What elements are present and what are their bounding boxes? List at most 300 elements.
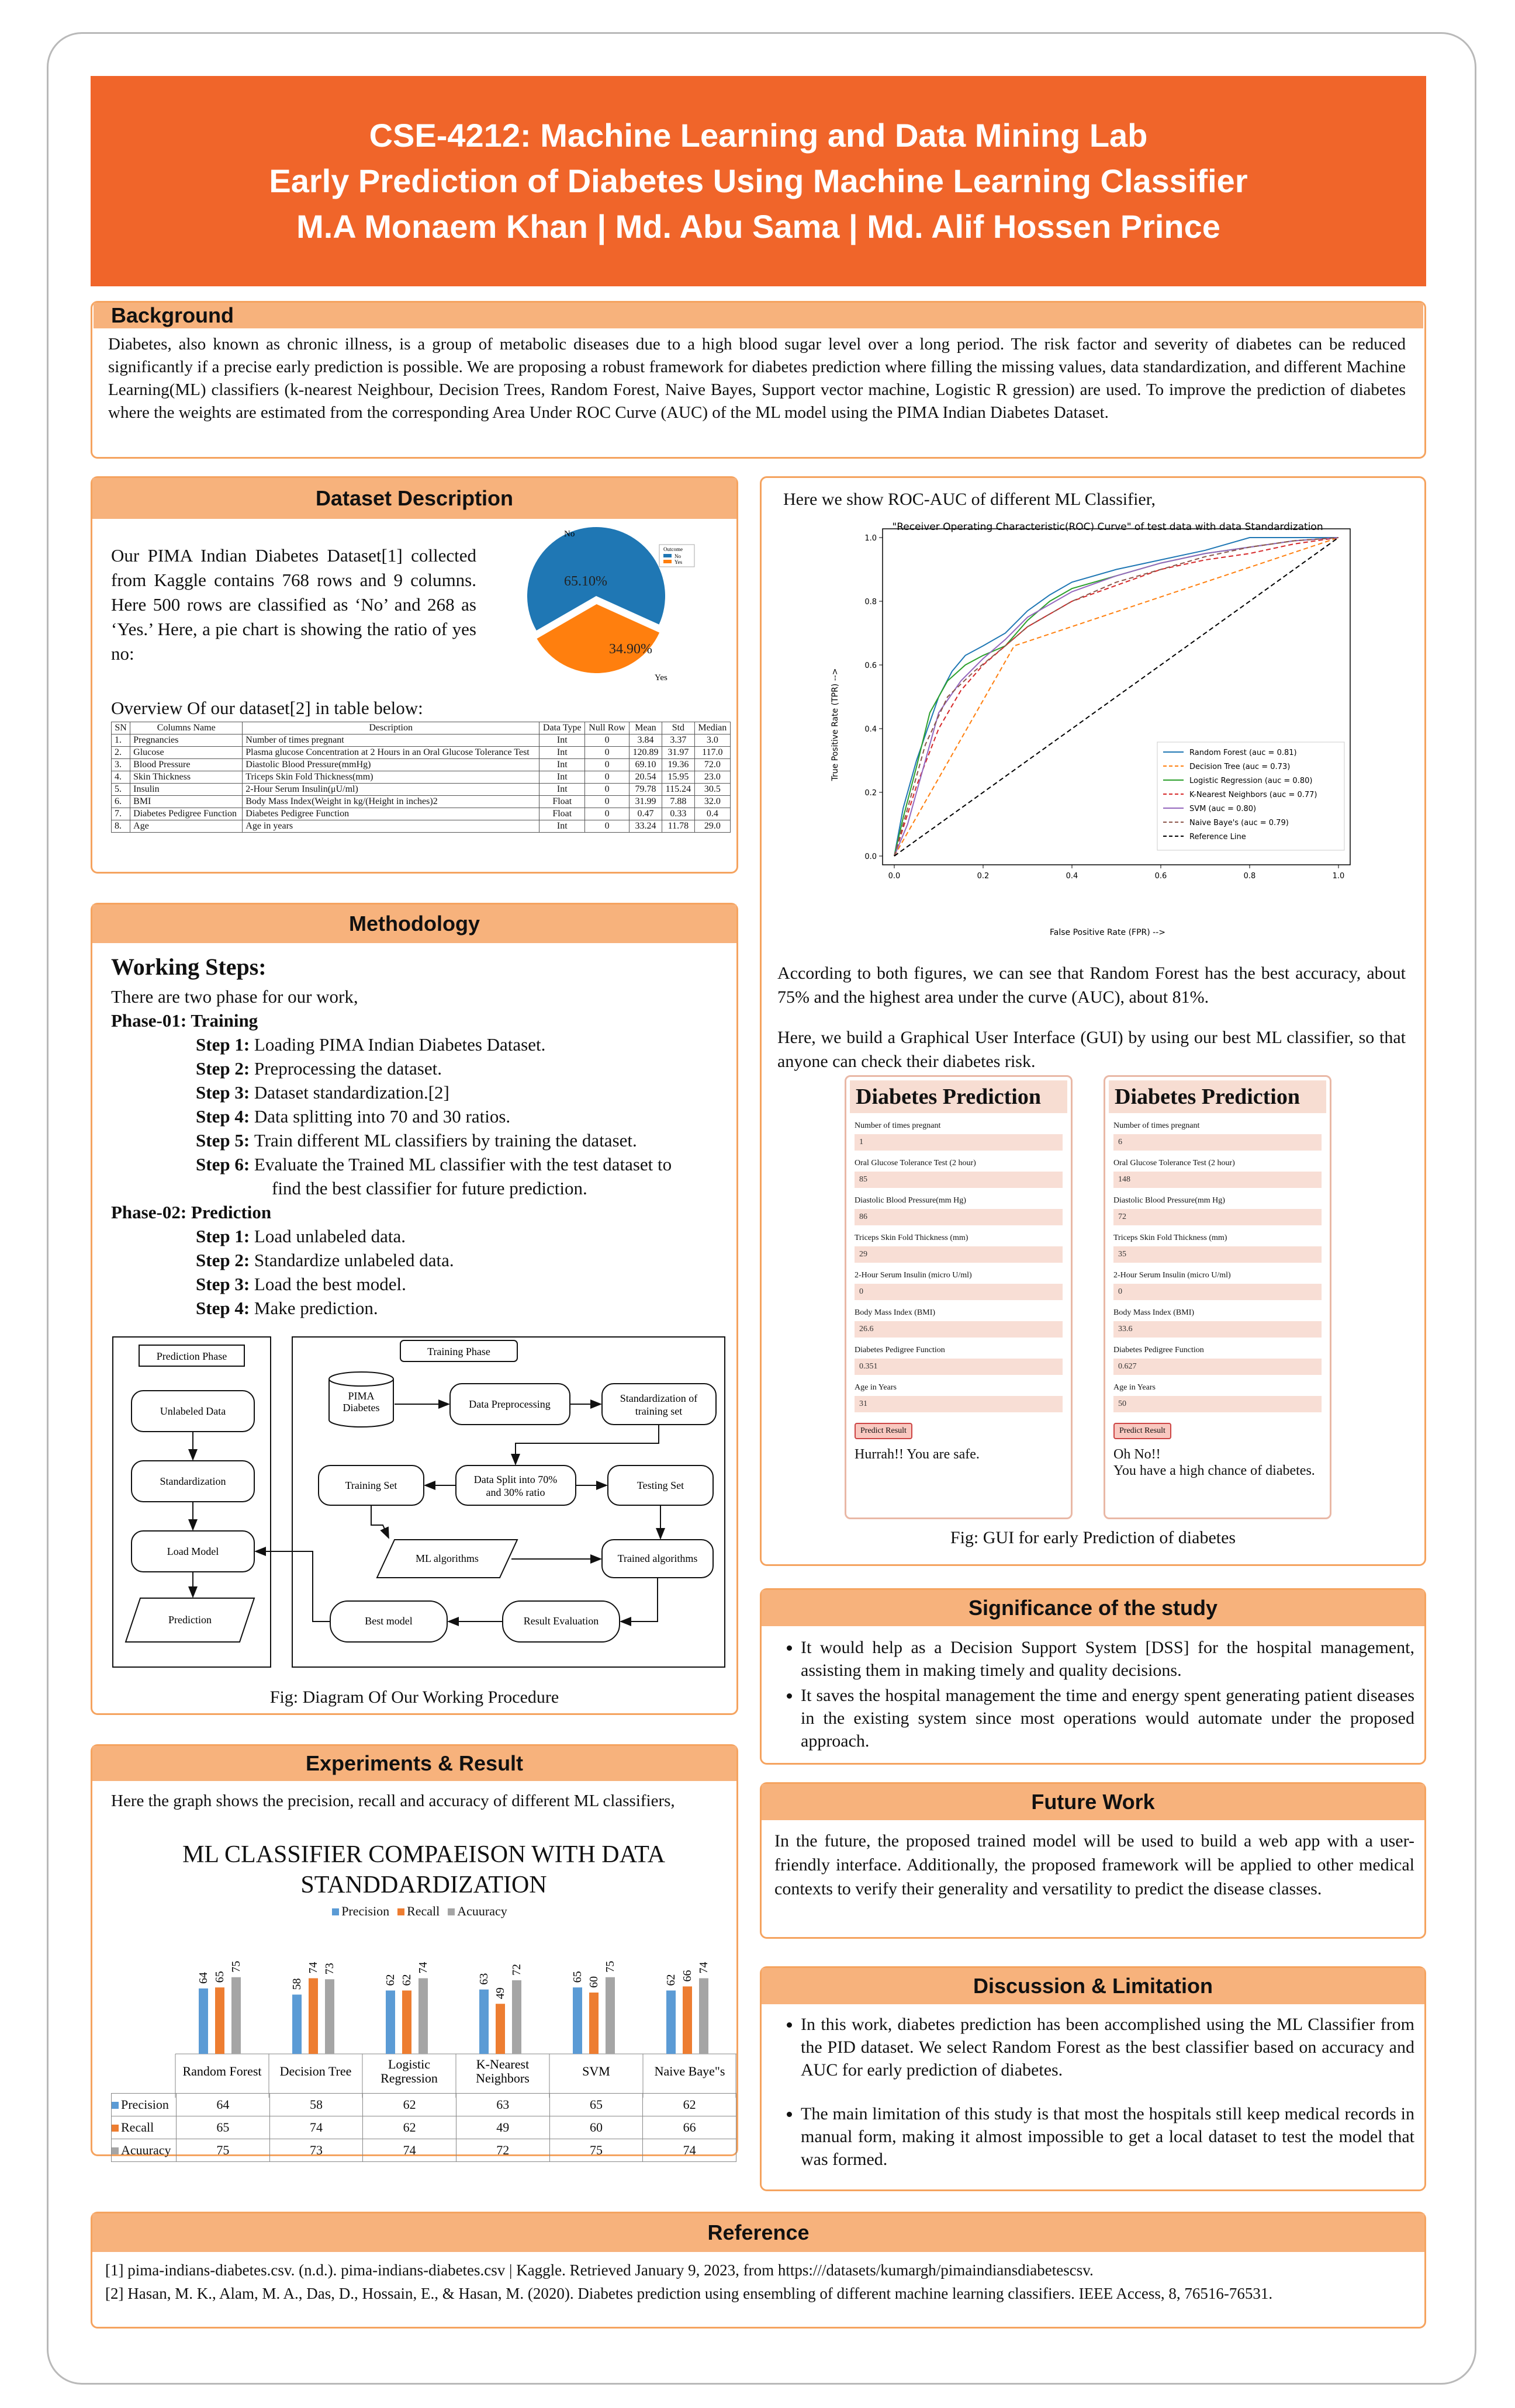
roc-y-tick-label: 0.6 xyxy=(864,661,877,670)
bar-table-row xyxy=(112,2139,736,2162)
bar-category-label: K-Nearest xyxy=(476,2057,530,2071)
bar-value-label: 64 xyxy=(197,1972,210,1984)
gui-risk-field-label: Diastolic Blood Pressure(mm Hg) xyxy=(1113,1196,1225,1205)
bar-category-label: Naive Baye"s xyxy=(654,2064,725,2078)
gui-intro: Here, we build a Graphical User Interface (GUI) by using our best ML classifier, so that anyone can check their diabetes risk. xyxy=(777,1028,1406,1071)
dataset-table-row xyxy=(112,820,731,833)
dataset-table-cell: 0.47 xyxy=(629,808,662,820)
gui-safe-field-label: Diabetes Pedigree Function xyxy=(855,1346,945,1354)
dataset-table-cell: 3. xyxy=(112,759,130,771)
bar-table-series: Precision xyxy=(112,2094,177,2116)
dataset-table-cell: 23.0 xyxy=(694,771,730,784)
phase1-title: Phase-01: Training xyxy=(111,1010,258,1031)
authors: M.A Monaem Khan | Md. Abu Sama | Md. Alif Hossen Prince xyxy=(296,208,1220,245)
dataset-table-cell: 0 xyxy=(585,747,629,759)
bar-value-label: 72 xyxy=(510,1964,523,1976)
dataset-table-cell: 0 xyxy=(585,759,629,771)
bar-value-label: 75 xyxy=(230,1960,243,1973)
dataset-table-row xyxy=(112,771,731,784)
experiments-intro: Here the graph shows the precision, recall and accuracy of different ML classifiers, xyxy=(111,1792,675,1810)
methodology-intro: There are two phase for our work, xyxy=(111,986,358,1007)
dataset-table-cell: 3.37 xyxy=(662,734,695,747)
gui-safe-field-input[interactable]: 86 xyxy=(855,1209,1063,1225)
bar-table-swatch xyxy=(112,2125,119,2132)
phase2-steps xyxy=(111,1224,725,1320)
dataset-table-cell: 0.4 xyxy=(694,808,730,820)
dataset-table-cell: Number of times pregnant xyxy=(243,734,539,747)
node-split-label1: Data Split into 70% xyxy=(473,1474,558,1485)
dataset-table-cell: 20.54 xyxy=(629,771,662,784)
gui-risk-field-label: Oral Glucose Tolerance Test (2 hour) xyxy=(1113,1159,1235,1167)
roc-x-tick-label: 0.2 xyxy=(977,872,990,881)
gui-safe-field-input[interactable]: 31 xyxy=(855,1396,1063,1412)
bar-chart-title xyxy=(111,1839,736,1900)
bar-table-swatch xyxy=(112,2102,119,2109)
node-training-set-label: Training Set xyxy=(345,1480,397,1491)
dataset-col-header: Data Type xyxy=(539,722,585,734)
bar-legend-swatch xyxy=(332,1908,339,1915)
phase1-step-2: Step 2: Preprocessing the dataset. xyxy=(196,1058,442,1079)
dataset-table-cell: 0 xyxy=(585,784,629,796)
roc-legend-entry: SVM (auc = 0.80) xyxy=(1189,805,1257,813)
node-best-model-label: Best model xyxy=(365,1615,413,1627)
dataset-table-cell: 69.10 xyxy=(629,759,662,771)
pie-pct-yes: 34.90% xyxy=(609,642,652,657)
gui-safe-result: Hurrah!! You are safe. xyxy=(855,1447,980,1462)
roc-x-tick-label: 0.6 xyxy=(1154,872,1167,881)
node-pima-label2: Diabetes xyxy=(343,1402,380,1413)
node-trained-algorithms-label: Trained algorithms xyxy=(617,1553,698,1564)
dataset-table-cell: Glucose xyxy=(130,747,243,759)
bar-chart-data-table xyxy=(111,2093,736,2162)
dataset-table-cell: 120.89 xyxy=(629,747,662,759)
dataset-table-cell: BMI xyxy=(130,796,243,808)
dataset-table-cell: Skin Thickness xyxy=(130,771,243,784)
dataset-table-cell: Diabetes Pedigree Function xyxy=(243,808,539,820)
bar-value-label: 73 xyxy=(323,1963,336,1975)
edge-training-ml xyxy=(371,1505,389,1538)
bar-mark xyxy=(479,1990,489,2054)
node-result-evaluation-label: Result Evaluation xyxy=(523,1615,599,1627)
dataset-table-cell: 0 xyxy=(585,808,629,820)
gui-safe-field-input[interactable]: 1 xyxy=(855,1134,1063,1151)
discussion-heading: Discussion & Limitation xyxy=(762,1968,1424,2004)
roc-legend-entry: Reference Line xyxy=(1189,833,1246,841)
bar-table-cell: 60 xyxy=(549,2116,643,2139)
dataset-table-cell: Age in years xyxy=(243,820,539,833)
gui-risk-field-label: Triceps Skin Fold Thickness (mm) xyxy=(1113,1234,1227,1242)
bar-value-label: 66 xyxy=(681,1970,694,1982)
gui-safe-field-label: Triceps Skin Fold Thickness (mm) xyxy=(855,1234,969,1242)
dataset-table-cell: 6. xyxy=(112,796,130,808)
dataset-table-cell: Int xyxy=(539,759,585,771)
dataset-table-cell: 31.99 xyxy=(629,796,662,808)
gui-window-risk xyxy=(1104,1075,1331,1519)
roc-y-tick-label: 0.2 xyxy=(864,789,877,798)
dataset-table-cell: 7. xyxy=(112,808,130,820)
gui-risk-field-input[interactable]: 35 xyxy=(1113,1246,1322,1263)
gui-risk-field-input[interactable]: 72 xyxy=(1113,1209,1322,1225)
phase1-step-5: Step 5: Train different ML classifiers by training the dataset. xyxy=(196,1130,637,1151)
reference-heading: Reference xyxy=(92,2213,1424,2252)
bar-mark xyxy=(606,1977,615,2054)
dataset-table-cell: Int xyxy=(539,771,585,784)
bar-table-cell: 73 xyxy=(269,2139,363,2162)
roc-y-tick-label: 0.8 xyxy=(864,598,877,607)
node-load-model-label: Load Model xyxy=(167,1546,219,1557)
dataset-table-cell: 3.84 xyxy=(629,734,662,747)
dataset-col-header: Null Row xyxy=(585,722,629,734)
bar-legend-entry: Recall xyxy=(397,1904,440,1918)
phase1-step-3: Step 3: Dataset standardization.[2] xyxy=(196,1082,449,1103)
node-preprocessing-label: Data Preprocessing xyxy=(469,1398,551,1410)
dataset-table-cell: 0 xyxy=(585,796,629,808)
pie-pct-no: 65.10% xyxy=(564,574,607,589)
phase2-step-2: Step 2: Standardize unlabeled data. xyxy=(196,1250,454,1270)
bar-mark xyxy=(683,1987,692,2054)
dataset-table-cell: Pregnancies xyxy=(130,734,243,747)
dataset-table-row xyxy=(112,796,731,808)
bar-mark xyxy=(418,1979,428,2054)
future-work-heading: Future Work xyxy=(762,1784,1424,1820)
bar-value-label: 62 xyxy=(384,1974,397,1986)
bar-value-label: 49 xyxy=(494,1987,507,2000)
dataset-col-header: SN xyxy=(112,722,130,734)
phase2-step-1: Step 1: Load unlabeled data. xyxy=(196,1226,406,1246)
bar-table-cell: 66 xyxy=(643,2116,736,2139)
phase1-step-6: Step 6: Evaluate the Trained ML classifier with the test dataset to xyxy=(196,1154,672,1174)
phase1-step6-cont: find the best classifier for future prediction. xyxy=(272,1178,587,1198)
dataset-table-cell: 29.0 xyxy=(694,820,730,833)
dataset-table-cell: 8. xyxy=(112,820,130,833)
dataset-table-header xyxy=(112,722,731,734)
dataset-table-cell: 4. xyxy=(112,771,130,784)
pie-label-yes: Yes xyxy=(655,673,667,682)
dataset-table-row xyxy=(112,759,731,771)
node-unlabeled-data-label: Unlabeled Data xyxy=(160,1405,226,1417)
bar-mark xyxy=(386,1991,395,2054)
dataset-table-cell: 0.33 xyxy=(662,808,695,820)
gui-risk-field-label: Diabetes Pedigree Function xyxy=(1113,1346,1204,1354)
roc-intro: Here we show ROC-AUC of different ML Classifier, xyxy=(783,490,1156,509)
gui-safe-field-label: 2-Hour Serum Insulin (micro U/ml) xyxy=(855,1271,972,1280)
edge-trained-evaluation xyxy=(621,1578,658,1621)
bar-chart-title-line2: STANDDARDIZATION xyxy=(300,1872,547,1898)
bar-value-label: 74 xyxy=(697,1962,710,1974)
bar-value-label: 62 xyxy=(400,1974,413,1986)
dataset-table-cell: 32.0 xyxy=(694,796,730,808)
methodology-steps xyxy=(111,985,725,1320)
dataset-table-row xyxy=(112,784,731,796)
roc-x-tick-label: 1.0 xyxy=(1332,872,1345,881)
working-steps-title: Working Steps: xyxy=(111,954,267,980)
dataset-table-row xyxy=(112,747,731,759)
dataset-table-cell: Int xyxy=(539,734,585,747)
bar-table-cell: 58 xyxy=(269,2094,363,2116)
bar-category-label: Logistic xyxy=(388,2057,431,2071)
node-ml-algorithms-label: ML algorithms xyxy=(416,1553,479,1564)
dataset-table-row xyxy=(112,808,731,820)
bar-table-cell: 72 xyxy=(456,2139,549,2162)
bar-value-label: 65 xyxy=(213,1971,226,1983)
node-testing-set-label: Testing Set xyxy=(637,1480,684,1491)
gui-risk-field-input[interactable]: 6 xyxy=(1113,1134,1322,1151)
reference-2: [2] Hasan, M. K., Alam, M. A., Das, D., Hossain, E., & Hasan, M. (2020). Diabetes prediction using ensembling of different machine learning classifiers. IEEE Access, 8, 76516-76531. xyxy=(105,2285,1273,2302)
dataset-table xyxy=(111,722,731,833)
bar-value-label: 63 xyxy=(478,1973,490,1985)
bar-mark xyxy=(325,1979,334,2054)
node-standardization-label: Standardization xyxy=(160,1475,226,1487)
roc-x-tick-label: 0.4 xyxy=(1066,872,1078,881)
reference-1: [1] pima-indians-diabetes.csv. (n.d.). pima-indians-diabetes.csv | Kaggle. Retrieved January 9, 2023, from https:///datasets/kumargh/pimaindiansdiabetescsv. xyxy=(105,2261,1094,2279)
roc-title: "Receiver Operating Characteristic(ROC) Curve" of test data with data Standardization xyxy=(892,521,1323,533)
bar-legend-swatch xyxy=(448,1908,455,1915)
workflow-diagram xyxy=(108,1332,728,1677)
dataset-table-cell: Insulin xyxy=(130,784,243,796)
background-heading: Background xyxy=(94,303,1423,328)
dataset-table-cell: Diabetes Pedigree Function xyxy=(130,808,243,820)
bar-table-cell: 62 xyxy=(643,2094,736,2116)
dataset-table-cell: 11.78 xyxy=(662,820,695,833)
dataset-col-header: Columns Name xyxy=(130,722,243,734)
bar-table-cell: 75 xyxy=(177,2139,270,2162)
node-split-label2: and 30% ratio xyxy=(486,1487,545,1498)
gui-risk-field-label: 2-Hour Serum Insulin (micro U/ml) xyxy=(1113,1271,1231,1280)
gui-safe-field-input[interactable]: 85 xyxy=(855,1172,1063,1188)
gui-risk-field-label: Age in Years xyxy=(1113,1383,1156,1392)
bar-chart xyxy=(111,1922,736,2098)
roc-chart xyxy=(827,517,1368,941)
gui-safe-field-input[interactable]: 0.351 xyxy=(855,1359,1063,1375)
node-data-split xyxy=(456,1465,576,1505)
phase1-step-4: Step 4: Data splitting into 70 and 30 ratios. xyxy=(196,1106,511,1127)
pie-legend-no: No xyxy=(675,553,681,559)
training-phase-label: Training Phase xyxy=(427,1346,490,1357)
bar-table-swatch xyxy=(112,2147,119,2154)
dataset-table-cell: Body Mass Index(Weight in kg/(Height in inches)2 xyxy=(243,796,539,808)
bar-category-label: Regression xyxy=(381,2071,438,2085)
dataset-table-cell: 0 xyxy=(585,771,629,784)
roc-y-tick-label: 0.4 xyxy=(864,725,877,734)
bar-value-label: 60 xyxy=(587,1976,600,1988)
bar-table-cell: 74 xyxy=(363,2139,456,2162)
bar-mark xyxy=(496,2004,505,2054)
dataset-table-cell: 2. xyxy=(112,747,130,759)
paper-title: Early Prediction of Diabetes Using Machine Learning Classifier xyxy=(269,162,1248,199)
pie-label-no: No xyxy=(564,529,575,539)
node-std-train-label2: training set xyxy=(635,1405,683,1417)
reference-list xyxy=(105,2258,1414,2305)
bar-category-label: Random Forest xyxy=(182,2064,262,2078)
node-pima-label1: PIMA xyxy=(348,1390,375,1402)
roc-ylabel: True Positive Rate (TPR) --> xyxy=(831,668,840,781)
roc-xlabel: False Positive Rate (FPR) --> xyxy=(1050,928,1165,937)
bar-chart-legend xyxy=(111,1904,736,1919)
bar-mark xyxy=(199,1988,208,2054)
bar-mark xyxy=(292,1995,302,2054)
gui-safe-field-input[interactable]: 29 xyxy=(855,1246,1063,1263)
bar-table-cell: 62 xyxy=(363,2116,456,2139)
gui-safe-field-input[interactable]: 0 xyxy=(855,1284,1063,1300)
significance-list xyxy=(777,1636,1414,1755)
gui-risk-field-input[interactable]: 0.627 xyxy=(1113,1359,1322,1375)
dataset-table-cell: Diastolic Blood Pressure(mmHg) xyxy=(243,759,539,771)
dataset-table-cell: 5. xyxy=(112,784,130,796)
gui-risk-result: Oh No!! You have a high chance of diabetes. xyxy=(1113,1447,1315,1478)
dataset-table-cell: Blood Pressure xyxy=(130,759,243,771)
pie-legend-no-swatch xyxy=(663,554,672,557)
bar-value-label: 62 xyxy=(665,1974,677,1986)
dataset-table-cell: Float xyxy=(539,808,585,820)
node-standardization-training xyxy=(602,1384,716,1425)
phase2-step-4: Step 4: Make prediction. xyxy=(196,1298,378,1318)
bar-table-cell: 64 xyxy=(177,2094,270,2116)
dataset-table-cell: 33.24 xyxy=(629,820,662,833)
phase2-step-3: Step 3: Load the best model. xyxy=(196,1274,406,1294)
bar-legend-entry: Precision xyxy=(332,1904,389,1918)
dataset-table-cell: 0 xyxy=(585,734,629,747)
node-prediction-label: Prediction xyxy=(168,1614,212,1626)
gui-risk-predict-button[interactable]: Predict Result xyxy=(1113,1423,1171,1439)
dataset-table-cell: 0 xyxy=(585,820,629,833)
phase1-step-1: Step 1: Loading PIMA Indian Diabetes Dataset. xyxy=(196,1034,546,1055)
roc-legend-entry: Naive Baye's (auc = 0.79) xyxy=(1189,819,1289,827)
bar-table-series: Acuuracy xyxy=(112,2139,177,2162)
node-std-train-label1: Standardization of xyxy=(620,1392,698,1404)
roc-conclusion: According to both figures, we can see that Random Forest has the best accuracy, about 75% and the highest area under the curve (AUC), about 81%. xyxy=(777,964,1406,1007)
bar-table-cell: 65 xyxy=(177,2116,270,2139)
dataset-table-cell: Int xyxy=(539,820,585,833)
pie-legend-yes-swatch xyxy=(663,560,672,563)
experiments-heading: Experiments & Result xyxy=(92,1746,736,1781)
poster-title-banner xyxy=(91,76,1426,286)
discussion-item: • The main limitation of this study is that most the hospitals still keep medical records in manual form, making it almost impossible to get a local dataset to test the model that was formed. xyxy=(801,2102,1414,2171)
gui-risk-field-input[interactable]: 148 xyxy=(1113,1172,1322,1188)
dataset-overview: Overview Of our dataset[2] in table below: xyxy=(111,698,423,718)
bar-mark xyxy=(231,1977,241,2054)
gui-safe-field-label: Oral Glucose Tolerance Test (2 hour) xyxy=(855,1159,976,1167)
dataset-table-cell: 115.24 xyxy=(662,784,695,796)
bar-legend-entry: Acuuracy xyxy=(448,1904,507,1918)
bar-table-cell: 74 xyxy=(643,2139,736,2162)
dataset-table-cell: 2-Hour Serum Insulin(μU/ml) xyxy=(243,784,539,796)
dataset-table-cell: 72.0 xyxy=(694,759,730,771)
dataset-table-cell: 117.0 xyxy=(694,747,730,759)
bar-table-cell: 74 xyxy=(269,2116,363,2139)
phase1-steps xyxy=(111,1033,725,1176)
future-work-text: In the future, the proposed trained model will be used to build a web app with a user-friendly interface. Additionally, the proposed framework will be applied to other medical contexts to verify their generality and versatility to predict the disease classes. xyxy=(774,1831,1414,1898)
pie-chart xyxy=(520,520,707,690)
bar-mark xyxy=(589,1993,599,2054)
dataset-col-header: Median xyxy=(694,722,730,734)
dataset-table-cell: Triceps Skin Fold Thickness(mm) xyxy=(243,771,539,784)
gui-safe-field-label: Diastolic Blood Pressure(mm Hg) xyxy=(855,1196,966,1205)
gui-risk-title: Diabetes Prediction xyxy=(1109,1080,1326,1113)
methodology-heading: Methodology xyxy=(92,905,736,943)
bar-value-label: 74 xyxy=(307,1962,320,1974)
gui-risk-field-label: Number of times pregnant xyxy=(1113,1121,1200,1130)
dataset-col-header: Mean xyxy=(629,722,662,734)
dataset-table-cell: Int xyxy=(539,784,585,796)
bar-table-cell: 62 xyxy=(363,2094,456,2116)
bar-mark xyxy=(512,1980,521,2054)
gui-safe-predict-button[interactable]: Predict Result xyxy=(855,1423,912,1439)
roc-legend-entry: Logistic Regression (auc = 0.80) xyxy=(1189,777,1313,785)
dataset-table-cell: 1. xyxy=(112,734,130,747)
dataset-col-header: Description xyxy=(243,722,539,734)
background-text: Diabetes, also known as chronic illness, is a group of metabolic diseases due to a high blood sugar level over a long period. The risk factor and severity of diabetes can be reduced significantly if a precise early prediction is possible. We are proposing a robust framework for diabetes prediction where filling the missing values, data standardization, and different Machine Learning(ML) classifiers (k-nearest Neighbour, Decision Trees, Random Forest, Naive Bayes, Support vector machine, Logistic R gression) are used. To improve the prediction of diabetes where the weights are estimated from the corresponding Area Under ROC Curve (AUC) of the ML model using the PIMA Indian Diabetes Dataset. xyxy=(108,335,1406,422)
bar-mark xyxy=(666,1991,676,2054)
dataset-text: Our PIMA Indian Diabetes Dataset[1] collected from Kaggle contains 768 rows and 9 columns. Here 500 rows are classified as ‘No’ and 268 as ‘Yes.’ Here, a pie chart is showing the ratio of yes no: xyxy=(111,545,476,664)
prediction-phase-label: Prediction Phase xyxy=(156,1350,227,1362)
roc-legend-entry: K-Nearest Neighbors (auc = 0.77) xyxy=(1189,791,1317,799)
bar-table-cell: 65 xyxy=(549,2094,643,2116)
gui-window-safe xyxy=(845,1075,1073,1519)
course-title: CSE-4212: Machine Learning and Data Mining Lab xyxy=(369,117,1148,154)
dataset-table-cell: 79.78 xyxy=(629,784,662,796)
gui-caption: Fig: GUI for early Prediction of diabetes xyxy=(950,1528,1236,1547)
roc-y-tick-label: 1.0 xyxy=(864,534,877,543)
bar-table-series: Recall xyxy=(112,2116,177,2139)
pie-legend-yes: Yes xyxy=(675,559,683,565)
dataset-table-cell: 3.0 xyxy=(694,734,730,747)
significance-heading: Significance of the study xyxy=(762,1590,1424,1626)
discussion-item: • In this work, diabetes prediction has been accomplished using the ML Classifier from the PID dataset. We select Random Forest as the best classifier based on accuracy and AUC for early prediction of diabetes. xyxy=(801,2013,1414,2081)
bar-mark xyxy=(309,1979,318,2054)
gui-risk-field-input[interactable]: 50 xyxy=(1113,1396,1322,1412)
bar-mark xyxy=(573,1987,582,2054)
bar-value-label: 75 xyxy=(604,1960,617,1973)
phase2-title: Phase-02: Prediction xyxy=(111,1202,272,1222)
dataset-table-cell: Float xyxy=(539,796,585,808)
edge-std-split xyxy=(516,1425,659,1464)
gui-risk-field-input[interactable]: 33.6 xyxy=(1113,1321,1322,1338)
bar-mark xyxy=(215,1987,224,2054)
bar-category-label: SVM xyxy=(582,2064,610,2078)
bar-table-cell: 75 xyxy=(549,2139,643,2162)
gui-safe-field-input[interactable]: 26.6 xyxy=(855,1321,1063,1338)
bar-table-row xyxy=(112,2094,736,2116)
dataset-table-cell: 19.36 xyxy=(662,759,695,771)
bar-mark xyxy=(402,1991,411,2054)
dataset-table-cell: Int xyxy=(539,747,585,759)
dataset-table-cell: Plasma glucose Concentration at 2 Hours in an Oral Glucose Tolerance Test xyxy=(243,747,539,759)
gui-safe-field-label: Body Mass Index (BMI) xyxy=(855,1308,936,1317)
significance-item: • It would help as a Decision Support System [DSS] for the hospital management, assisting them in making timely and quality decisions. xyxy=(801,1636,1414,1682)
dataset-table-cell: 31.97 xyxy=(662,747,695,759)
bar-category-label: Decision Tree xyxy=(279,2064,352,2078)
bar-value-label: 74 xyxy=(417,1962,430,1974)
bar-table-row xyxy=(112,2116,736,2139)
gui-risk-field-input[interactable]: 0 xyxy=(1113,1284,1322,1300)
roc-x-tick-label: 0.8 xyxy=(1243,872,1256,881)
discussion-list xyxy=(777,2013,1414,2173)
bar-chart-title-line1: ML CLASSIFIER COMPAEISON WITH DATA xyxy=(182,1841,665,1868)
dataset-table-cell: 7.88 xyxy=(662,796,695,808)
bar-table-cell: 63 xyxy=(456,2094,549,2116)
methodology-caption: Fig: Diagram Of Our Working Procedure xyxy=(269,1688,559,1707)
bar-value-label: 65 xyxy=(571,1971,584,1983)
roc-x-tick-label: 0.0 xyxy=(888,872,901,881)
bar-legend-swatch xyxy=(397,1908,404,1915)
dataset-table-row xyxy=(112,734,731,747)
roc-y-tick-label: 0.0 xyxy=(864,853,877,861)
dataset-col-header: Std xyxy=(662,722,695,734)
roc-legend-entry: Random Forest (auc = 0.81) xyxy=(1189,749,1297,757)
bar-value-label: 58 xyxy=(290,1978,303,1990)
dataset-heading: Dataset Description xyxy=(92,478,736,519)
bar-mark xyxy=(699,1979,708,2054)
